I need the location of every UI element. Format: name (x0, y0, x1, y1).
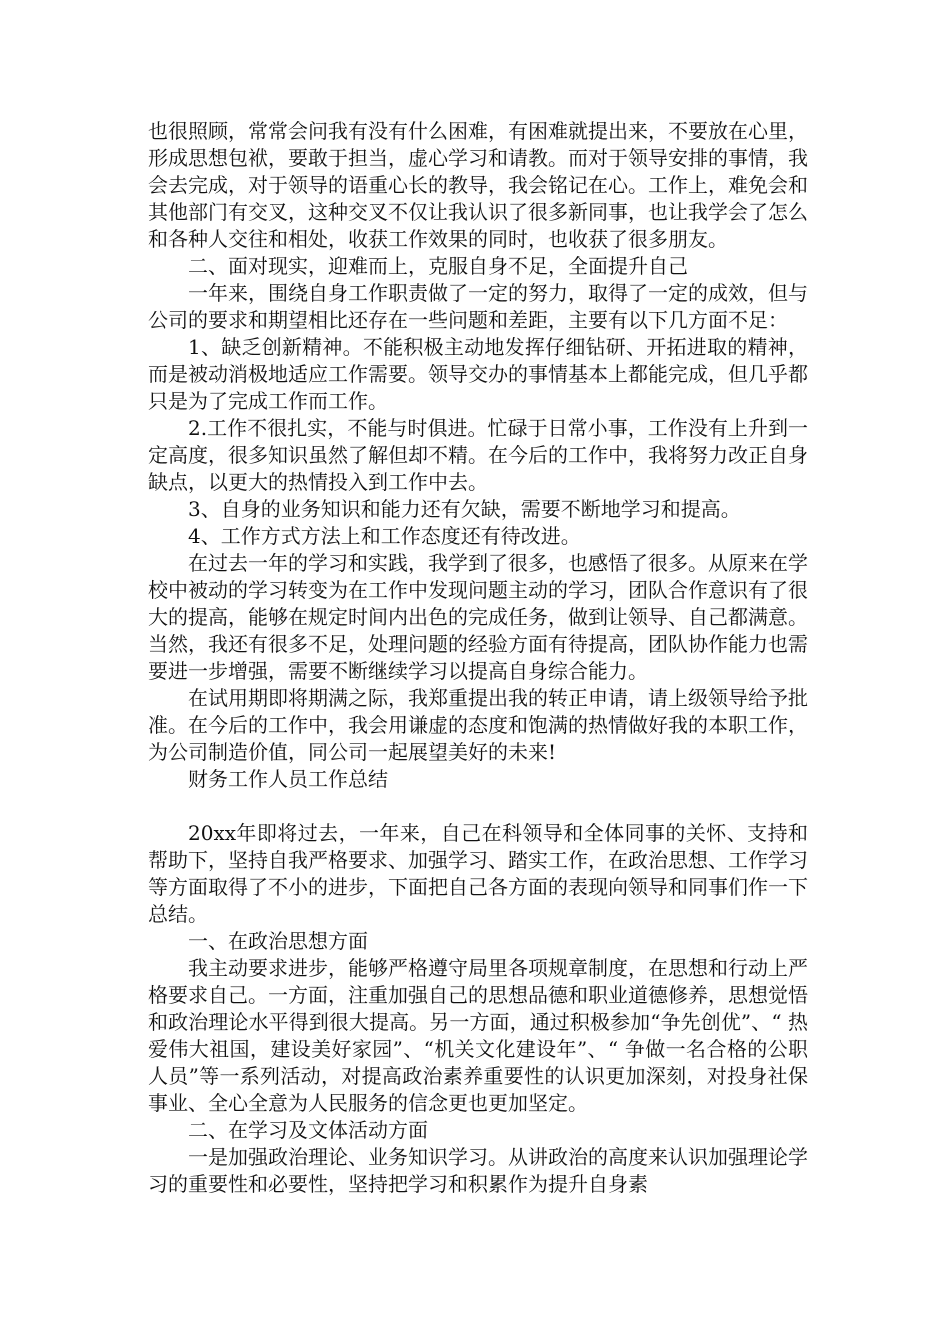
paragraph-conclusion: 在试用期即将期满之际，我郑重提出我的转正申请，请上级领导给予批准。在今后的工作中，我会用谦虚的态度和饱满的热情做好我的本职工作，为公司制造价值，同公司一起展望美好的未来! (148, 686, 808, 764)
paragraph-study: 一是加强政治理论、业务知识学习。从讲政治的高度来认识加强理论学习的重要性和必要性，坚持把学习和积累作为提升自身素 (148, 1145, 808, 1196)
list-item-4: 4、工作方式方法上和工作态度还有待改进。 (188, 524, 581, 548)
list-item-3: 3、自身的业务知识和能力还有欠缺，需要不断地学习和提高。 (188, 497, 741, 521)
document-title: 财务工作人员工作总结 (188, 767, 388, 791)
section-heading-politics: 一、在政治思想方面 (188, 929, 368, 953)
document-body (148, 118, 808, 1198)
section-heading-face-reality: 二、面对现实，迎难而上，克服自身不足，全面提升自己 (188, 254, 688, 278)
paragraph-continuation: 也很照顾，常常会问我有没有什么困难，有困难就提出来，不要放在心里，形成思想包袱，要敢于担当，虚心学习和请教。而对于领导安排的事情，我会去完成，对于领导的语重心长的教导，我会铭记在心。工作上，难免会和其他部门有交叉，这种交叉不仅让我认识了很多新同事，也让我学会了怎么和各种人交往和相处，收获工作效果的同时，也收获了很多朋友。 (148, 119, 808, 251)
list-item-2: 2.工作不很扎实，不能与时俱进。忙碌于日常小事，工作没有上升到一定高度，很多知识虽然了解但却不精。在今后的工作中，我将努力改正自身缺点，以更大的热情投入到工作中去。 (148, 416, 808, 494)
section-heading-study: 二、在学习及文体活动方面 (188, 1118, 428, 1142)
paragraph-politics: 我主动要求进步，能够严格遵守局里各项规章制度，在思想和行动上严格要求自己。一方面，注重加强自己的思想品德和职业道德修养，思想觉悟和政治理论水平得到很大提高。另一方面，通过积极参加“争先创优”、“ 热爱伟大祖国，建设美好家园”、“机关文化建设年”、“ 争做一名合格的公职人员”等一系列活动，对提高政治素养重要性的认识更加深刻，对投身社保事业、全心全意为人民服务的信念更也更加坚定。 (148, 956, 808, 1115)
paragraph-shortcomings-intro: 一年来，围绕自身工作职责做了一定的努力，取得了一定的成效，但与公司的要求和期望相比还存在一些问题和差距，主要有以下几方面不足： (148, 281, 808, 332)
paragraph-year-intro: 20xx年即将过去，一年来，自己在科领导和全体同事的关怀、支持和帮助下，坚持自我严格要求、加强学习、踏实工作，在政治思想、工作学习等方面取得了不小的进步，下面把自己各方面的表现向领导和同事们作一下总结。 (148, 821, 808, 926)
paragraph-reflection: 在过去一年的学习和实践，我学到了很多，也感悟了很多。从原来在学校中被动的学习转变为在工作中发现问题主动的学习，团队合作意识有了很大的提高，能够在规定时间内出色的完成任务，做到让领导、自己都满意。当然，我还有很多不足，处理问题的经验方面有待提高，团队协作能力也需要进一步增强，需要不断继续学习以提高自身综合能力。 (148, 551, 808, 683)
list-item-1: 1、缺乏创新精神。不能积极主动地发挥仔细钻研、开拓进取的精神，而是被动消极地适应工作需要。领导交办的事情基本上都能完成，但几乎都只是为了完成工作而工作。 (148, 335, 808, 413)
blank-line (148, 793, 808, 820)
